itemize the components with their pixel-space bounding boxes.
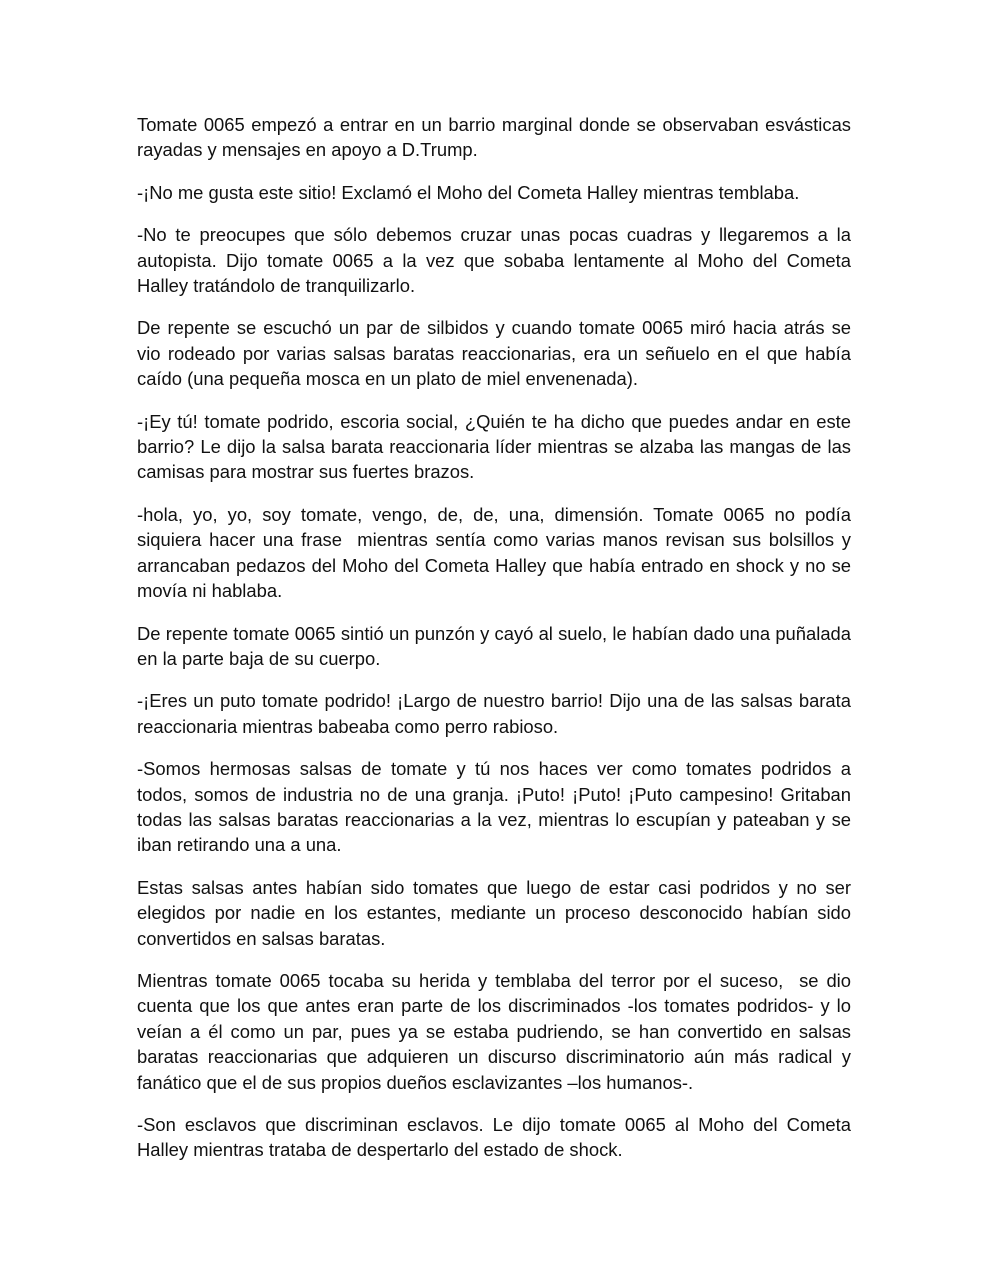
paragraph: Tomate 0065 empezó a entrar en un barrio marginal donde se observaban esvásticas rayadas y mensajes en apoyo a D.Trump. bbox=[137, 114, 857, 161]
paragraph: -¡Eres un puto tomate podrido! ¡Largo de nuestro barrio! Dijo una de las salsas barata reaccionaria mientras babeaba como perro rabioso. bbox=[137, 690, 857, 737]
paragraph: De repente tomate 0065 sintió un punzón y cayó al suelo, le habían dado una puñalada en la parte baja de su cuerpo. bbox=[137, 622, 857, 669]
paragraph: -Son esclavos que discriminan esclavos. Le dijo tomate 0065 al Moho del Cometa Halley mientras trataba de despertarlo del estado de shock. bbox=[137, 1114, 857, 1161]
paragraph: -No te preocupes que sólo debemos cruzar unas pocas cuadras y llegaremos a la autopista. Dijo tomate 0065 a la vez que sobaba lentamente al Moho del Cometa Halley tratándolo de tranquilizarlo. bbox=[137, 224, 857, 297]
document-page bbox=[137, 112, 857, 1180]
paragraph: -hola, yo, yo, soy tomate, vengo, de, de, una, dimensión. Tomate 0065 no podía siquiera hacer una frase mientras sentía como varias manos revisan sus bolsillos y arrancaban pedazos del Moho del Cometa Halley que había entrado en shock y no se movía ni hablaba. bbox=[137, 503, 857, 602]
paragraph: Mientras tomate 0065 tocaba su herida y temblaba del terror por el suceso, se dio cuenta que los que antes eran parte de los discriminados -los tomates podridos- y lo veían a él como un par, pues ya se estaba pudriendo, se han convertido en salsas baratas reaccionarias que adquieren un discurso discriminatorio aún más radical y fanático que el de sus propios dueños esclavizantes –los humanos-. bbox=[137, 969, 857, 1093]
paragraph: Estas salsas antes habían sido tomates que luego de estar casi podridos y no ser elegidos por nadie en los estantes, mediante un proceso desconocido habían sido convertidos en salsas baratas. bbox=[137, 876, 857, 949]
paragraph: De repente se escuchó un par de silbidos y cuando tomate 0065 miró hacia atrás se vio rodeado por varias salsas baratas reaccionarias, era un señuelo en el que había caído (una pequeña mosca en un plato de miel envenenada). bbox=[137, 317, 857, 390]
paragraph: -Somos hermosas salsas de tomate y tú nos haces ver como tomates podridos a todos, somos de industria no de una granja. ¡Puto! ¡Puto! ¡Puto campesino! Gritaban todas las salsas baratas reaccionarias a la vez, mientras lo escupían y pateaban y se iban retirando una a una. bbox=[137, 758, 857, 856]
paragraph: -¡Ey tú! tomate podrido, escoria social, ¿Quién te ha dicho que puedes andar en este barrio? Le dijo la salsa barata reaccionaria líder mientras se alzaba las mangas de las camisas para mostrar sus fuertes brazos. bbox=[137, 410, 857, 483]
paragraph: -¡No me gusta este sitio! Exclamó el Moho del Cometa Halley mientras temblaba. bbox=[137, 181, 800, 203]
